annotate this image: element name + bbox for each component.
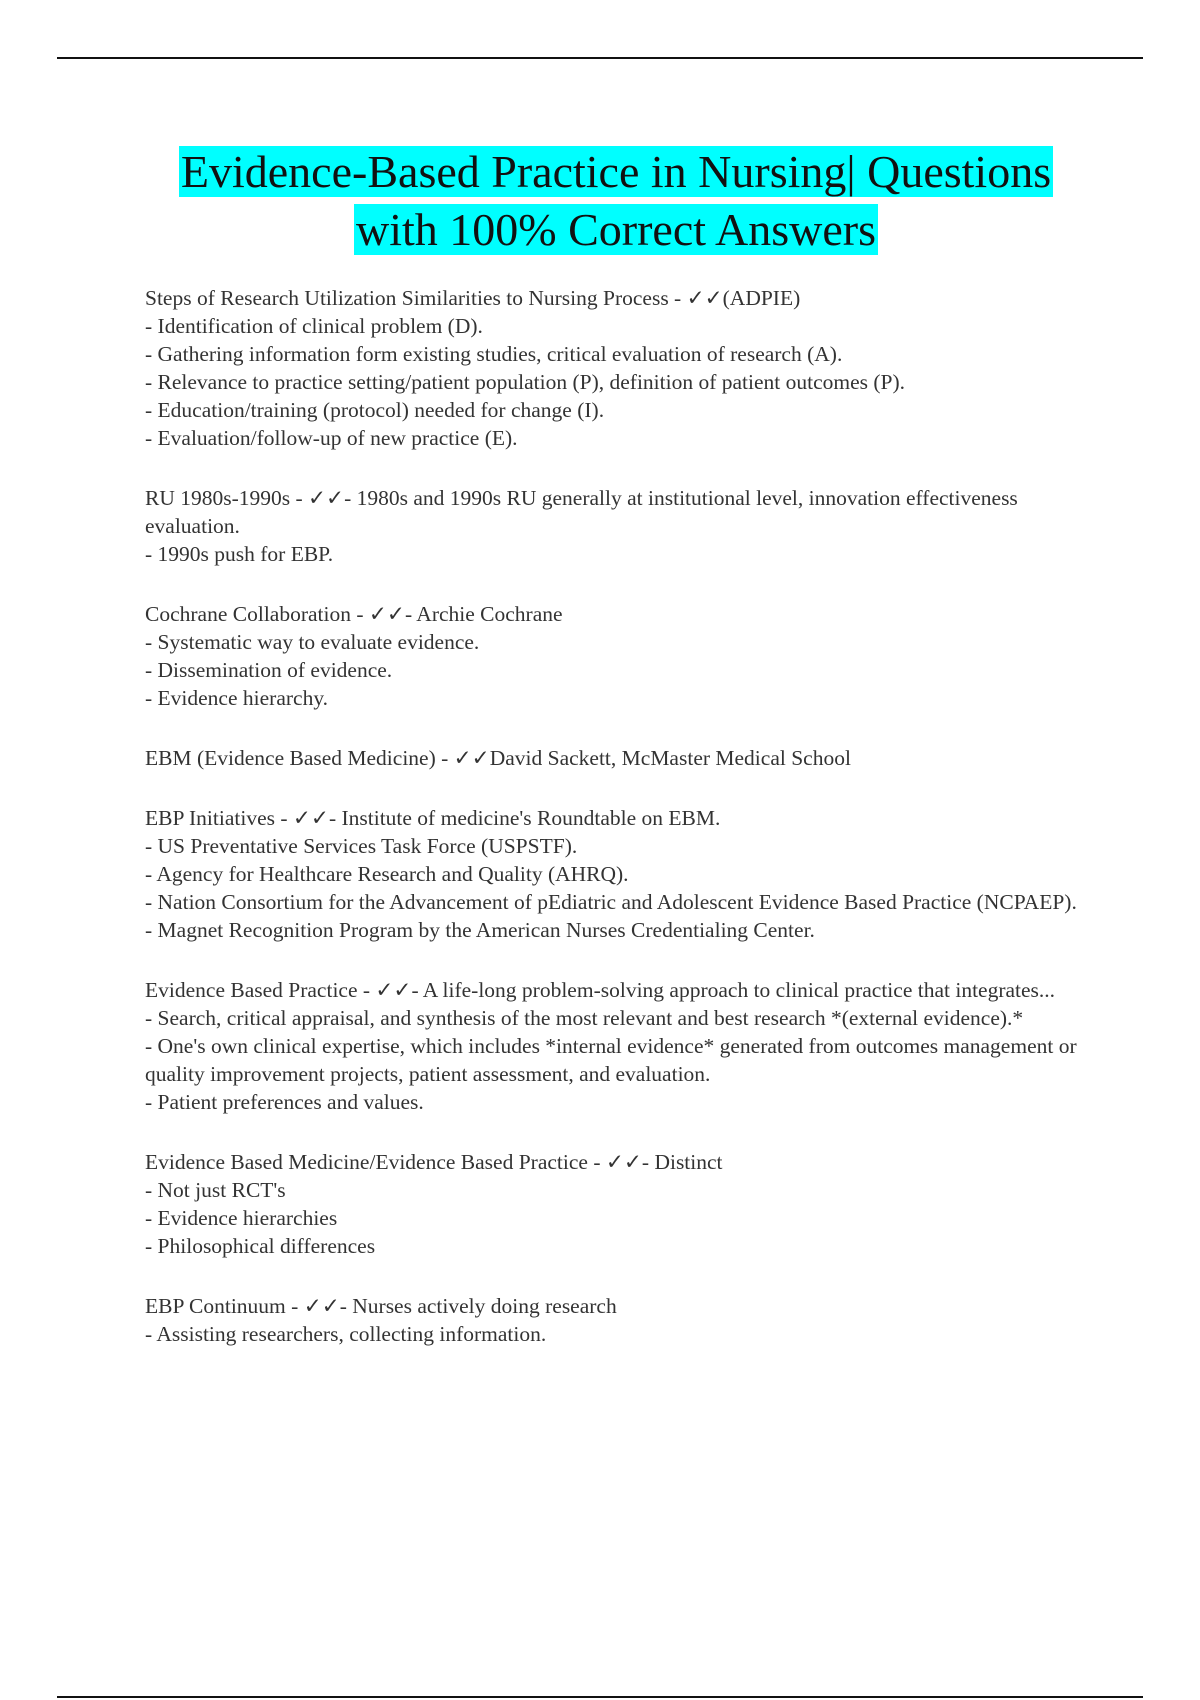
qa-answer-line: - Evidence hierarchy.: [145, 686, 329, 710]
qa-question: EBP Initiatives - ✓✓- Institute of medicine's Roundtable on EBM.: [145, 806, 721, 830]
double-check-icon: ✓✓: [375, 978, 412, 1002]
qa-entry: [145, 284, 1090, 452]
qa-answer-line: - Magnet Recognition Program by the American Nurses Credentialing Center.: [145, 918, 815, 942]
double-check-icon: ✓✓: [303, 1294, 340, 1318]
double-check-icon: ✓✓: [368, 602, 405, 626]
double-check-icon: ✓✓: [453, 746, 490, 770]
qa-answer-line: - Search, critical appraisal, and synthesis of the most relevant and best research *(external evidence).*: [145, 1006, 1024, 1030]
qa-answer-line: - Not just RCT's: [145, 1178, 286, 1202]
document-title: [0, 143, 1200, 259]
qa-question: Evidence Based Medicine/Evidence Based Practice - ✓✓- Distinct: [145, 1150, 723, 1174]
qa-question: Cochrane Collaboration - ✓✓- Archie Cochrane: [145, 602, 563, 626]
qa-answer-line: - Philosophical differences: [145, 1234, 376, 1258]
qa-answer-line: - Agency for Healthcare Research and Quality (AHRQ).: [145, 862, 629, 886]
qa-list: [145, 284, 1090, 1380]
title-line-1: Evidence-Based Practice in Nursing| Questions: [180, 146, 1052, 197]
qa-answer-line: - US Preventative Services Task Force (USPSTF).: [145, 834, 578, 858]
qa-entry: [145, 600, 1090, 712]
qa-answer-line: - One's own clinical expertise, which includes *internal evidence* generated from outcomes management or quality improvement projects, patient assessment, and evaluation.: [145, 1034, 1077, 1086]
qa-entry: [145, 744, 1090, 772]
qa-entry: [145, 1148, 1090, 1260]
qa-entry: [145, 1292, 1090, 1348]
qa-question: RU 1980s-1990s - ✓✓- 1980s and 1990s RU generally at institutional level, innovation effectiveness evaluation.: [145, 486, 1018, 538]
qa-answer-line: - 1990s push for EBP.: [145, 542, 334, 566]
top-rule: [57, 57, 1143, 59]
qa-question: Steps of Research Utilization Similarities to Nursing Process - ✓✓(ADPIE): [145, 286, 801, 310]
qa-entry: [145, 484, 1090, 568]
qa-entry: [145, 976, 1090, 1116]
qa-entry: [145, 804, 1090, 944]
qa-answer-line: - Dissemination of evidence.: [145, 658, 393, 682]
qa-answer-line: - Patient preferences and values.: [145, 1090, 424, 1114]
double-check-icon: ✓✓: [308, 486, 345, 510]
qa-answer-line: - Evidence hierarchies: [145, 1206, 338, 1230]
double-check-icon: ✓✓: [686, 286, 723, 310]
qa-question: EBP Continuum - ✓✓- Nurses actively doing research: [145, 1294, 617, 1318]
double-check-icon: ✓✓: [292, 806, 329, 830]
bottom-rule: [57, 1696, 1143, 1698]
qa-question: Evidence Based Practice - ✓✓- A life-long problem-solving approach to clinical practice that integrates...: [145, 978, 1056, 1002]
qa-answer-line: - Nation Consortium for the Advancement of pEdiatric and Adolescent Evidence Based Practice (NCPAEP).: [145, 890, 1077, 914]
qa-answer-line: - Assisting researchers, collecting information.: [145, 1322, 547, 1346]
qa-answer-line: - Relevance to practice setting/patient population (P), definition of patient outcomes (P).: [145, 370, 906, 394]
title-line-2: with 100% Correct Answers: [356, 204, 876, 255]
qa-answer-line: - Gathering information form existing studies, critical evaluation of research (A).: [145, 342, 843, 366]
double-check-icon: ✓✓: [605, 1150, 642, 1174]
qa-question: EBM (Evidence Based Medicine) - ✓✓David Sackett, McMaster Medical School: [145, 746, 851, 770]
qa-answer-line: - Evaluation/follow-up of new practice (E).: [145, 426, 518, 450]
qa-answer-line: - Education/training (protocol) needed for change (I).: [145, 398, 605, 422]
qa-answer-line: - Identification of clinical problem (D).: [145, 314, 483, 338]
qa-answer-line: - Systematic way to evaluate evidence.: [145, 630, 480, 654]
